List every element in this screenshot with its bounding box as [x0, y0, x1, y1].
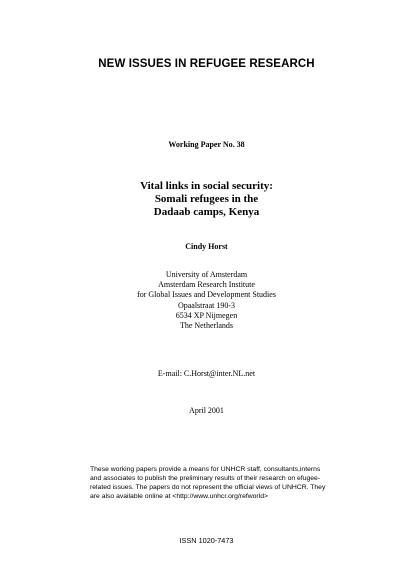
- paper-title: [0, 180, 413, 219]
- disclaimer-line: related issues. The papers do not represent the official views of UNHCR. They: [90, 484, 326, 491]
- author-name: Cindy Horst: [185, 242, 228, 251]
- working-paper-number: Working Paper No. 38: [168, 140, 245, 149]
- disclaimer-line: are also available online at <http://www.unhcr.org/refworld>: [90, 493, 268, 500]
- affiliation-line: for Global Issues and Development Studies: [137, 290, 276, 300]
- affiliation-line: Opaalstraat 190-3: [177, 300, 236, 310]
- affiliation-line: 6534 XP Nijmegen: [175, 310, 238, 320]
- affiliation-line: Amsterdam Research Institute: [158, 280, 255, 290]
- disclaimer-text: [90, 465, 390, 501]
- publication-date: April 2001: [189, 406, 224, 415]
- paper-title-line: Somali refugees in the: [154, 193, 259, 205]
- author-email: E-mail: C.Horst@inter.NL.net: [157, 369, 256, 378]
- disclaimer-line: These working papers provide a means for UNHCR staff, consultants,interns: [90, 466, 321, 473]
- paper-title-line: Dadaab camps, Kenya: [153, 206, 260, 218]
- author-affiliation: [0, 270, 413, 331]
- disclaimer-line: and associates to publish the preliminary results of their research on efugee-: [90, 475, 321, 482]
- paper-title-line: Vital links in social security:: [140, 180, 273, 192]
- series-title: NEW ISSUES IN REFUGEE RESEARCH: [98, 58, 315, 70]
- affiliation-line: University of Amsterdam: [165, 270, 248, 279]
- affiliation-line: The Netherlands: [179, 321, 234, 331]
- issn-number: ISSN 1020-7473: [179, 536, 234, 545]
